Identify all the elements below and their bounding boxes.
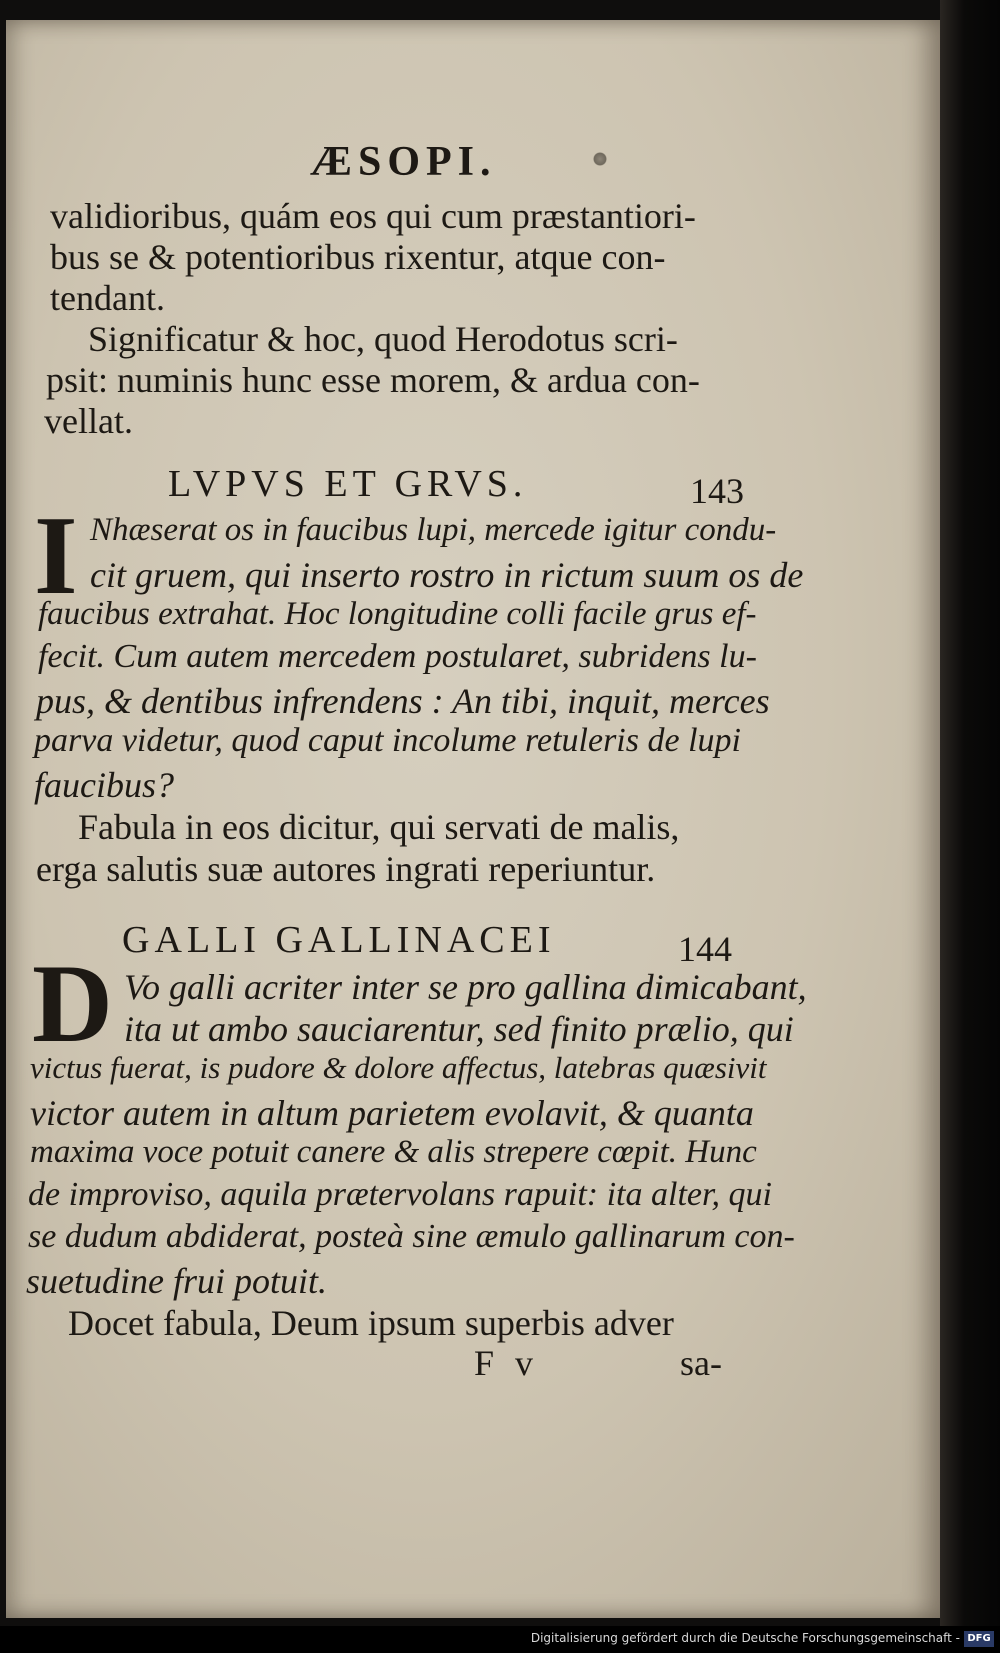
fable-number: 144 <box>678 929 732 969</box>
body-line: bus se & potentioribus rixentur, atque con- <box>50 237 666 277</box>
fable-number: 143 <box>690 471 744 511</box>
ornament-dot <box>593 152 607 166</box>
body-line: de improviso, aquila prætervolans rapuit: ita alter, qui <box>28 1176 772 1213</box>
drop-cap: I <box>34 494 78 618</box>
body-line: vellat. <box>44 401 133 441</box>
body-line: parva videtur, quod caput incolume retuleris de lupi <box>34 722 741 759</box>
body-line: faucibus extrahat. Hoc longitudine colli facile grus ef- <box>38 596 757 632</box>
body-line: tendant. <box>50 278 165 318</box>
body-line: Nhæserat os in faucibus lupi, mercede igitur condu- <box>90 512 777 548</box>
body-line: Significatur & hoc, quod Herodotus scri- <box>88 319 678 359</box>
drop-cap: D <box>32 942 113 1066</box>
body-line: suetudine frui potuit. <box>26 1261 327 1301</box>
moral-line: Docet fabula, Deum ipsum superbis adver <box>68 1303 674 1343</box>
body-line: Vo galli acriter inter se pro gallina dimicabant, <box>124 967 807 1007</box>
body-line: maxima voce potuit canere & alis strepere cœpit. Hunc <box>30 1134 757 1170</box>
page-fore-edge <box>940 0 1000 1653</box>
body-line: ita ut ambo sauciarentur, sed finito prælio, qui <box>124 1009 794 1049</box>
body-line: psit: numinis hunc esse morem, & ardua con- <box>46 360 700 400</box>
body-line: victus fuerat, is pudore & dolore affectus, latebras quæsivit <box>30 1050 767 1085</box>
signature-mark: F v <box>474 1343 540 1383</box>
body-line: fecit. Cum autem mercedem postularet, subridens lu- <box>38 638 757 675</box>
catchword: sa- <box>680 1343 722 1383</box>
moral-line: Fabula in eos dicitur, qui servati de malis, <box>78 807 680 847</box>
body-line: validioribus, quám eos qui cum præstantiori- <box>50 196 696 236</box>
body-line: victor autem in altum parietem evolavit, & quanta <box>30 1093 754 1133</box>
body-line: se dudum abdiderat, posteà sine æmulo gallinarum con- <box>28 1218 795 1255</box>
fable-title: LVPVS ET GRVS. <box>168 463 528 505</box>
running-head: ÆSOPI. <box>310 139 497 185</box>
footer-credit: Digitalisierung gefördert durch die Deutsche Forschungsgemeinschaft - <box>530 1631 960 1645</box>
moral-line: erga salutis suæ autores ingrati reperiuntur. <box>36 849 656 889</box>
body-line: pus, & dentibus infrendens : An tibi, inquit, merces <box>36 681 770 721</box>
dfg-logo: DFG <box>964 1631 994 1647</box>
body-line: faucibus? <box>34 765 174 805</box>
fable-title: GALLI GALLINACEI <box>122 919 556 961</box>
body-line: cit gruem, qui inserto rostro in rictum suum os de <box>90 555 804 595</box>
digitisation-footer <box>0 1626 1000 1653</box>
